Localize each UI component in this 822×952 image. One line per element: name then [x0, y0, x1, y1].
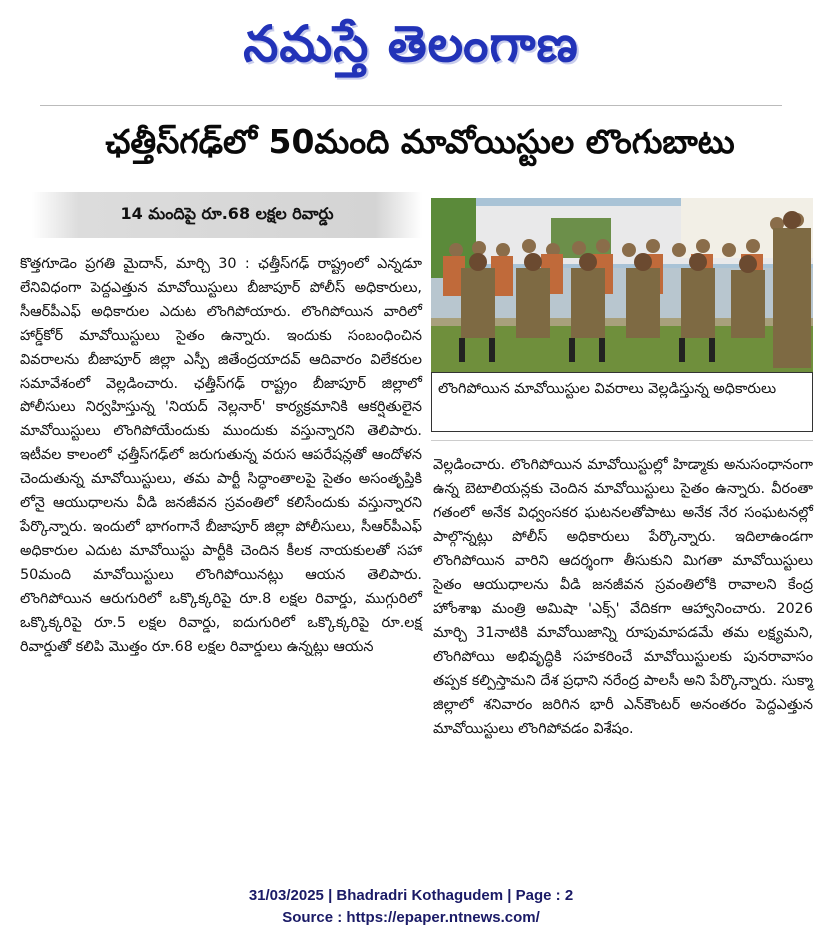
- footer-source: Source : https://epaper.ntnews.com/: [282, 909, 540, 926]
- newspaper-logo: నమస్తే తెలంగాణ: [243, 14, 579, 73]
- masthead-divider: [40, 105, 782, 106]
- article-paragraph-right: వెల్లడించారు. లొంగిపోయిన మావోయిస్టుల్లో హిడ్మాకు అనుసంధానంగా ఉన్న బెటాలియన్లకు చెందిన మావోయిస్టులు సైతం ఉన్నారు. వీరంతా గతంలో అనేక విధ్వంసకర ఘటనలతోపాటు అనేక నేర సంఘటనల్లో పాల్గొన్నట్లు పోలీస్‌ అధికారులు పేర్కొన్నారు. ఇదిలాఉండగా లొంగిపోయిన వారిని ఆదర్శంగా తీసుకుని మిగతా మావోయిస్టులు సైతం ఆయుధాలను వీడి జనజీవన స్రవంతిలోకి రావాలని కేంద్ర హోంశాఖ మంత్రి అమిషా 'ఎక్స్‌' వేదికగా ఆహ్వానించారు. 2026 మార్చి 31నాటికి మావోయిజాన్ని రూపుమాపడమే తమ లక్ష్యమని, లొంగిపోయి అభివృద్ధికి సహకరించే మావోయిస్టులకు పునరావాసం తప్పక కల్పిస్తామని దేశ ప్రధాని నరేంద్ర పాలసీ అని పేర్కొన్నారు. సుక్మా జిల్లాలో శనివారం జరిగిన భారీ ఎన్‌కౌంటర్‌ అనంతరం పెద్దఎత్తున మావోయిస్టులు లొంగిపోవడం విశేషం.: [433, 457, 813, 737]
- article-paragraph-left: కొత్తగూడెం ప్రగతి మైదాన్, మార్చి 30 : ఛత్తీస్‌గఢ్‌ రాష్ట్రంలో ఎన్నడూ లేనివిధంగా పెద్దఎత్తున మావోయిస్టులు బీజాపూర్‌ పోలీస్‌ అధికారులు, సీఆర్‌పీఎఫ్‌ అధికారుల ఎదుట లొంగిపోయారు. లొంగిపోయిన వారిలో హార్డ్‌కోర్‌ మావోయిస్టులు సైతం ఉన్నారు. ఇందుకు సంబంధించిన వివరాలను బీజాపూర్‌ జిల్లా ఎస్పీ జితేంద్రయాదవ్‌ ఆదివారం విలేకరుల సమావేశంలో వెల్లడించారు. ఛత్తీస్‌గఢ్‌ రాష్ట్రం బీజాపూర్‌ జిల్లాలో పోలీసులు నిర్వహిస్తున్న 'నియద్‌ నెల్లనార్‌' కార్యక్రమానికి ఆకర్షితులైన మావోయిస్టులు లొంగిపోయేందుకు ముందుకు వస్తున్నారని తెలిపారు. ఇటీవల కాలంలో ఛత్తీస్‌గఢ్‌లో జరుగుతున్న వరుస ఆపరేషన్లతో ఆందోళన చెందుతున్న మావోయిస్టులు, తమ పార్టీ సిద్ధాంతాలపై సైతం అసంతృప్తికి లోనై ఆయుధాలను వీడి జనజీవన స్రవంతిలో కలిసేందుకు వస్తున్నారని పేర్కొన్నారు. ఇందులో భాగంగానే బీజాపూర్‌ జిల్లా పోలీసులు, సీఆర్‌పీఎఫ్‌ అధికారుల ఎదుట మావోయిస్టు పార్టీకి చెందిన కీలక నాయకులతో సహా 50మంది మావోయిస్టులు లొంగిపోయినట్లు ఆయన తెలిపారు. లొంగిపోయిన ఆరుగురిలో ఒక్కొక్కరిపై రూ.8 లక్షల రివార్డు, ముగ్గురిలో ఒక్కొక్కరిపై రూ.5 లక్షల రివార్డు, ఐదుగురిలో ఒక్కొక్కరిపై రూ.లక్ష రివార్డుతో కలిపి మొత్తం రూ.68 లక్షల రివార్డులు ఉన్నట్లు ఆయన: [20, 256, 422, 655]
- article-headline: ఛత్తీస్‌గఢ్‌లో 50మంది మావోయిస్టుల లొంగుబాటు: [105, 121, 735, 161]
- article-photo: [431, 198, 813, 372]
- photo-caption: లొంగిపోయిన మావోయిస్టుల వివరాలు వెల్లడిస్తున్న అధికారులు: [431, 372, 813, 432]
- group-photo-illustration: [431, 198, 813, 372]
- page-footer: [0, 885, 822, 929]
- caption-divider: [431, 440, 813, 441]
- masthead: [0, 0, 822, 100]
- article-body-right-column: [433, 453, 813, 741]
- footer-date-edition: 31/03/2025 | Bhadradri Kothagudem | Page : 2: [248, 887, 574, 904]
- article-body-left-column: [20, 253, 422, 659]
- article-subheadline: 14 మందిపై రూ.68 లక్షల రివార్డు: [32, 192, 422, 238]
